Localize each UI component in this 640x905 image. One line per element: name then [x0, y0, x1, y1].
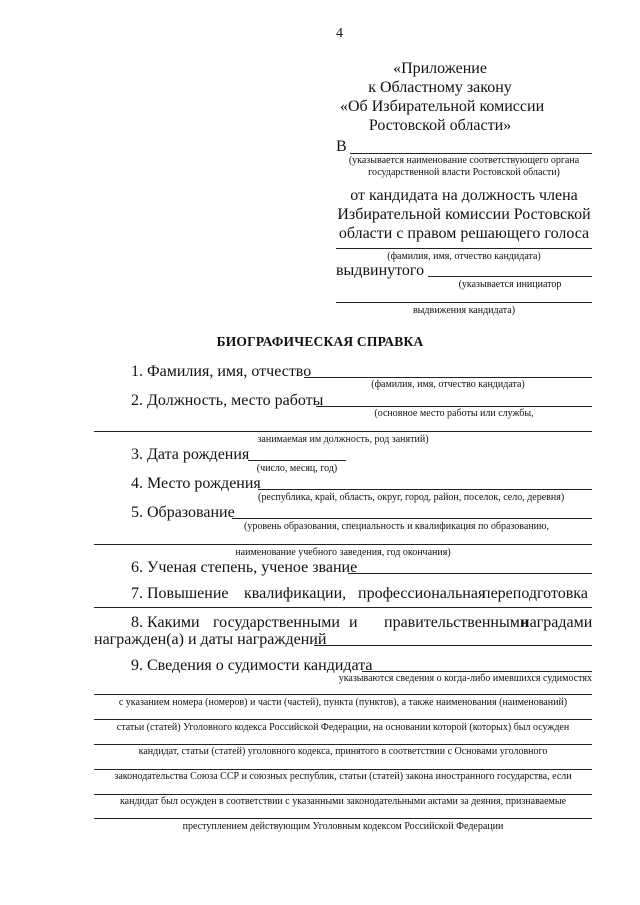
item-4-label: 4. Место рождения: [131, 475, 261, 492]
item-6-line[interactable]: [348, 573, 592, 574]
addressee-note-1: (указывается наименование соответствующего органа: [348, 155, 580, 166]
item-7-line[interactable]: [94, 607, 592, 608]
item-9-note-7: преступлением действующим Уголовным кодексом Российской Федерации: [182, 821, 504, 832]
item-4-line[interactable]: [258, 489, 592, 490]
item-1-line[interactable]: [304, 377, 592, 378]
item-2-note-2: занимаемая им должность, род занятий): [257, 434, 429, 445]
item-8-word-5: наградами: [521, 614, 593, 631]
appendix-line-3: «Об Избирательной комиссии: [340, 98, 545, 115]
from-line-1: от кандидата на должность члена: [350, 187, 578, 204]
item-8-word-3: и: [349, 614, 358, 631]
addressee-prefix: В: [336, 138, 347, 155]
candidate-fio-note: (фамилия, имя, отчество кандидата): [387, 251, 541, 262]
item-2-label: 2. Должность, место работы: [131, 392, 324, 409]
candidate-fio-line[interactable]: [336, 248, 592, 249]
item-9-line-5[interactable]: [94, 769, 592, 770]
document-title: БИОГРАФИЧЕСКАЯ СПРАВКА: [216, 334, 424, 349]
item-5-note-1: (уровень образования, специальность и квалификация по образованию,: [244, 521, 549, 532]
item-5-line-2[interactable]: [94, 544, 592, 545]
item-8-word-2: государственными: [213, 614, 340, 631]
item-3-line[interactable]: [248, 460, 346, 461]
item-9-note-4: кандидат, статьи (статей) уголовного кодекса, принятого в соответствии с Основами уголовного: [138, 746, 548, 757]
from-line-3: области с правом решающего голоса: [338, 225, 590, 242]
appendix-line-1: «Приложение: [393, 60, 487, 77]
item-7-word-3: профессиональная: [358, 585, 486, 602]
item-5-label: 5. Образование: [131, 504, 235, 521]
page-number: 4: [336, 26, 343, 41]
item-5-line[interactable]: [232, 518, 592, 519]
item-9-line-4[interactable]: [94, 744, 592, 745]
item-9-note-5: законодательства Союза ССР и союзных республик, статьи (статей) закона иностранного государства, если: [114, 771, 572, 782]
item-7-word-4: переподготовка: [482, 585, 588, 602]
item-7-word-1: 7. Повышение: [131, 585, 229, 602]
initiator-line-2[interactable]: [336, 302, 592, 303]
item-2-line[interactable]: [316, 406, 592, 407]
item-9-label: 9. Сведения о судимости кандидата: [131, 657, 373, 674]
addressee-note-2: государственной власти Ростовской области): [368, 167, 560, 178]
item-1-note: (фамилия, имя, отчество кандидата): [371, 379, 525, 390]
item-2-note-1: (основное место работы или службы,: [374, 408, 534, 419]
appendix-line-4: Ростовской области»: [368, 117, 512, 134]
item-9-line[interactable]: [362, 671, 592, 672]
item-6-label: 6. Ученая степень, ученое звание: [131, 559, 358, 576]
item-9-line-6[interactable]: [94, 794, 592, 795]
item-9-note-3: статьи (статей) Уголовного кодекса Российской Федерации, на основании которой (которых) был осужден: [116, 722, 570, 733]
item-9-note-2: с указанием номера (номеров) и части (частей), пункта (пунктов), а также наименования (наименований): [118, 697, 568, 708]
nominated-label: выдвинутого: [336, 262, 425, 279]
appendix-line-2: к Областному закону: [368, 79, 512, 96]
item-1-label: 1. Фамилия, имя, отчество: [131, 363, 312, 380]
addressee-line[interactable]: [350, 153, 592, 154]
item-9-note-1: указываются сведения о когда-либо имевшихся судимостях: [338, 673, 592, 684]
item-2-line-2[interactable]: [94, 431, 592, 432]
initiator-line[interactable]: [428, 276, 592, 277]
item-3-label: 3. Дата рождения: [131, 446, 250, 463]
item-9-line-7[interactable]: [94, 818, 592, 819]
item-5-note-2: наименование учебного заведения, год окончания): [235, 547, 451, 558]
initiator-note-1: (указывается инициатор: [458, 279, 562, 290]
item-8-line-2-label: награжден(а) и даты награждений: [94, 631, 327, 648]
initiator-note-2: выдвижения кандидата): [412, 305, 516, 316]
item-8-line[interactable]: [314, 645, 592, 646]
item-8-word-1: 8. Какими: [131, 614, 200, 631]
item-9-line-3[interactable]: [94, 719, 592, 720]
item-7-word-2: квалификации,: [244, 585, 347, 602]
item-3-note: (число, месяц, год): [256, 463, 338, 474]
item-9-line-2[interactable]: [94, 694, 592, 695]
item-9-note-6: кандидат был осужден в соответствии с указанными законодательными актами за деяния, признаваемые: [119, 796, 567, 807]
item-4-note: (республика, край, область, округ, город, район, поселок, село, деревня): [258, 492, 565, 503]
item-8-word-4: правительственными: [384, 614, 529, 631]
from-line-2: Избирательной комиссии Ростовской: [337, 206, 591, 223]
